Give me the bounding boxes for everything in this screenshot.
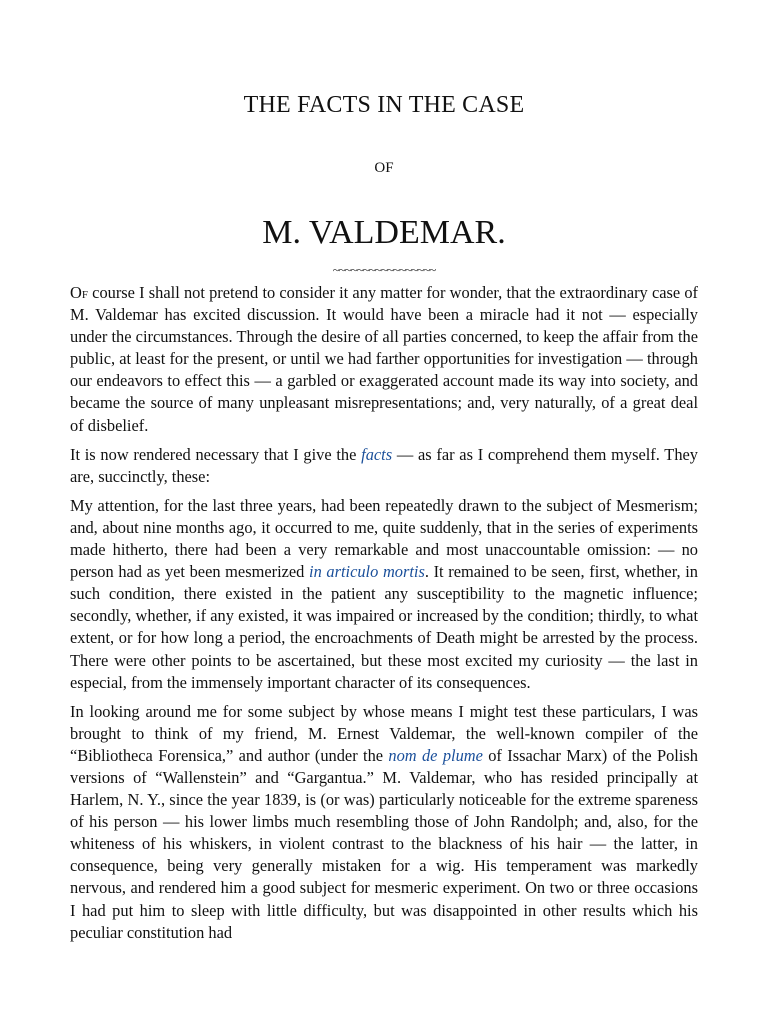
- paragraph-4-text-before: In looking around me for some subject by whose means I might test these particulars, I was brought to think of my friend, M. Ernest Valdemar, the well-known compiler of the “Bibliotheca Forensica,” and author (under the: [70, 701, 698, 765]
- paragraph-3-text-after: . It remained to be seen, first, whether, in such condition, there existed in the patient any susceptibility to the magnetic influence; secondly, whether, if any existed, it was impaired or increased by the condition; thirdly, to what extent, or for how long a period, the encroachments of Death might be arrested by the process. There were other points to be ascertained, but these most excited my curiosity — the last in especial, from the immensely important character of its consequences.: [70, 562, 698, 692]
- story-subtitle: M. VALDEMAR.: [262, 214, 506, 251]
- paragraph-3-text-before: My attention, for the last three years, had been repeatedly drawn to the subject of Mesmerism; and, about nine months ago, it occurred to me, quite suddenly, that in the series of experiments made hitherto, there had been a very remarkable and most unaccountable omission: — no person had as yet been mesmerized: [70, 495, 698, 582]
- paragraph-2: [70, 444, 698, 488]
- paragraph-1: [70, 282, 698, 437]
- foreign-phrase-nom-de-plume: nom de plume: [388, 745, 483, 765]
- paragraph-4-text-after: of Issachar Marx) of the Polish versions of “Wallenstein” and “Gargantua.” M. Valdemar, who has resided principally at Harlem, N. Y., since the year 1839, is (or was) particularly noticeable for the extreme spareness of his person — his lower limbs much resembling those of John Randolph; and, also, for the whiteness of his whiskers, in violent contrast to the blackness of his hair — the latter, in consequence, being very generally mistaken for a wig. His temperament was markedly nervous, and rendered him a good subject for mesmeric experiment. On two or three occasions I had put him to sleep with little difficulty, but was disappointed in other results which his peculiar constitution had: [70, 745, 698, 942]
- story-body: [70, 282, 698, 951]
- title-connector: OF: [374, 160, 394, 176]
- story-title: THE FACTS IN THE CASE: [243, 92, 525, 118]
- emphasis-facts: facts: [361, 444, 393, 464]
- paragraph-1-text: course I shall not pretend to consider it any matter for wonder, that the extraordinary case of M. Valdemar has excited discussion. It would have been a miracle had it not — especially under the circumstances. Through the desire of all parties concerned, to keep the affair from the public, at least for the present, or until we had farther opportunities for investigation — through our endeavors to effect this — a garbled or exaggerated account made its way into society, and became the source of many unpleasant misrepresentations; and, very naturally, of a great deal of disbelief.: [70, 283, 698, 435]
- paragraph-4: [70, 701, 698, 944]
- title-ornament: ~~~~~~~~~~~~~~~~~: [332, 262, 436, 277]
- foreign-phrase-articulo-mortis: in articulo mortis: [309, 562, 425, 582]
- paragraph-2-text-after: — as far as I comprehend them myself. They are, succinctly, these:: [70, 444, 698, 486]
- paragraph-2-text-before: It is now rendered necessary that I give the: [70, 444, 362, 464]
- opening-word: Of: [70, 283, 88, 302]
- paragraph-3: [70, 495, 698, 694]
